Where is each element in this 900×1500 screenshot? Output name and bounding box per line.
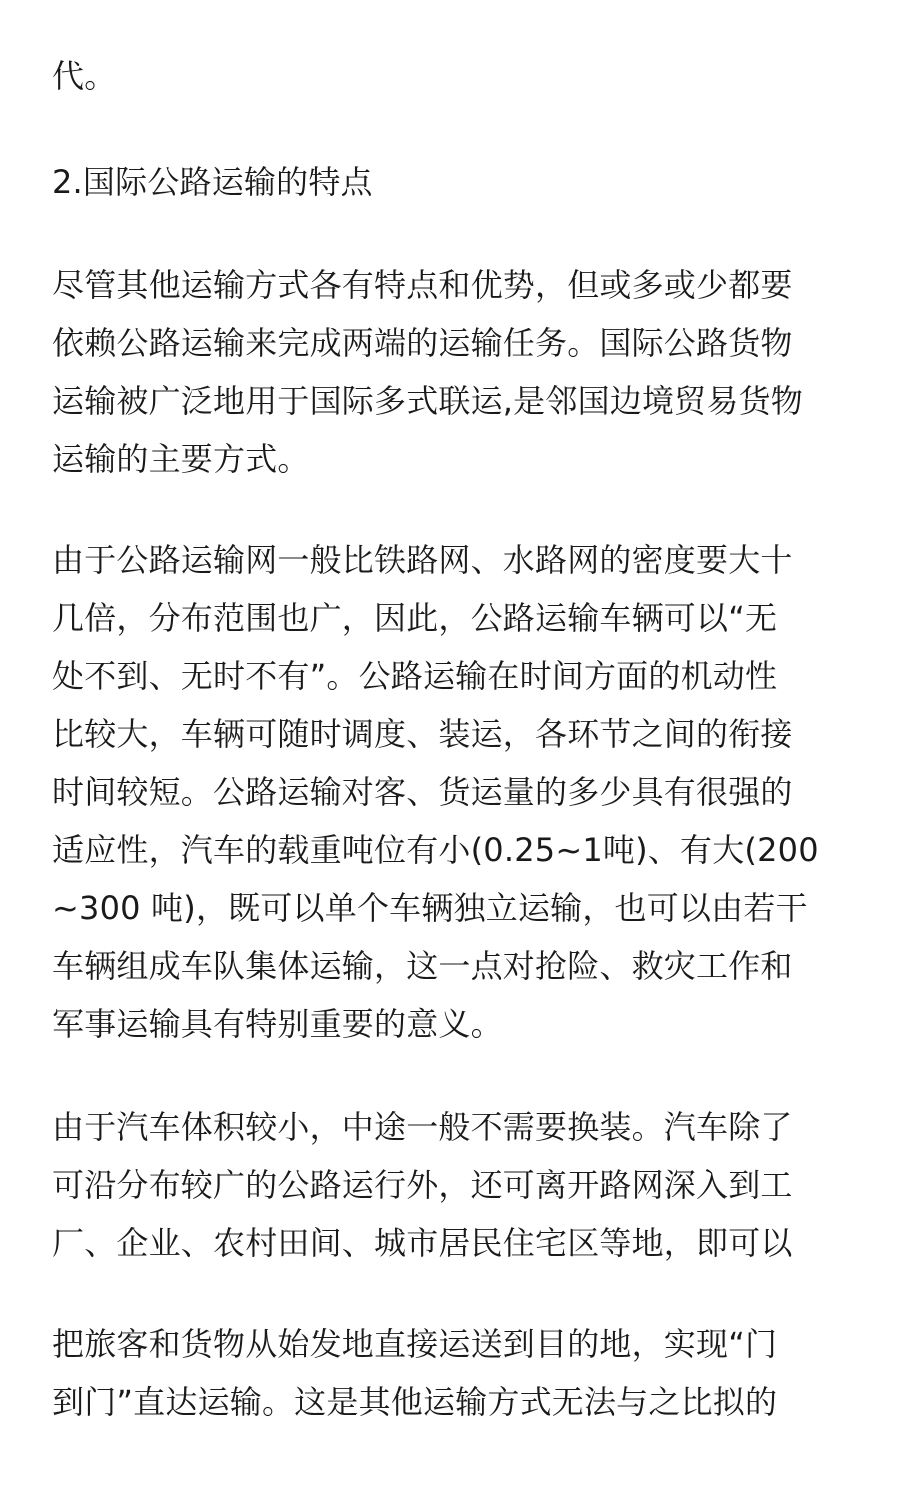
section-heading (52, 153, 852, 211)
text-line: 把旅客和货物从始发地直接运送到目的地，实现“门 (52, 1325, 778, 1363)
text-line: 由于汽车体积较小，中途一般不需要换装。汽车除了 (52, 1108, 793, 1146)
paragraph-continuation (52, 47, 852, 105)
text-line: 运输被广泛地用于国际多式联运,是邻国边境贸易货物 (52, 382, 803, 420)
text-line: 尽管其他运输方式各有特点和优势，但或多或少都要 (52, 266, 793, 304)
text-line: 适应性，汽车的载重吨位有小(0.25~1吨)、有大(200 (52, 831, 819, 869)
text-line: 可沿分布较广的公路运行外，还可离开路网深入到工 (52, 1166, 793, 1204)
text-line: 时间较短。公路运输对客、货运量的多少具有很强的 (52, 773, 793, 811)
text-line: 运输的主要方式。 (52, 440, 310, 478)
text-line: 军事运输具有特别重要的意义。 (52, 1005, 503, 1043)
text-line: 比较大，车辆可随时调度、装运，各环节之间的衔接 (52, 715, 793, 753)
paragraph (52, 256, 852, 488)
text-line: 处不到、无时不有”。公路运输在时间方面的机动性 (52, 657, 778, 695)
text-line: 依赖公路运输来完成两端的运输任务。国际公路货物 (52, 324, 793, 362)
paragraph (52, 1315, 852, 1431)
paragraph (52, 531, 852, 1053)
text-line: 车辆组成车队集体运输，这一点对抢险、救灾工作和 (52, 947, 793, 985)
text-line: 代。 (52, 57, 117, 95)
text-line: 厂、企业、农村田间、城市居民住宅区等地，即可以 (52, 1224, 793, 1262)
text-line: 由于公路运输网一般比铁路网、水路网的密度要大十 (52, 541, 793, 579)
paragraph (52, 1098, 852, 1272)
text-line: 几倍，分布范围也广，因此，公路运输车辆可以“无 (52, 599, 778, 637)
text-line: 2.国际公路运输的特点 (52, 163, 373, 201)
text-line: 到门”直达运输。这是其他运输方式无法与之比拟的 (52, 1383, 778, 1421)
text-line: ~300 吨)，既可以单个车辆独立运输，也可以由若干 (52, 889, 808, 927)
